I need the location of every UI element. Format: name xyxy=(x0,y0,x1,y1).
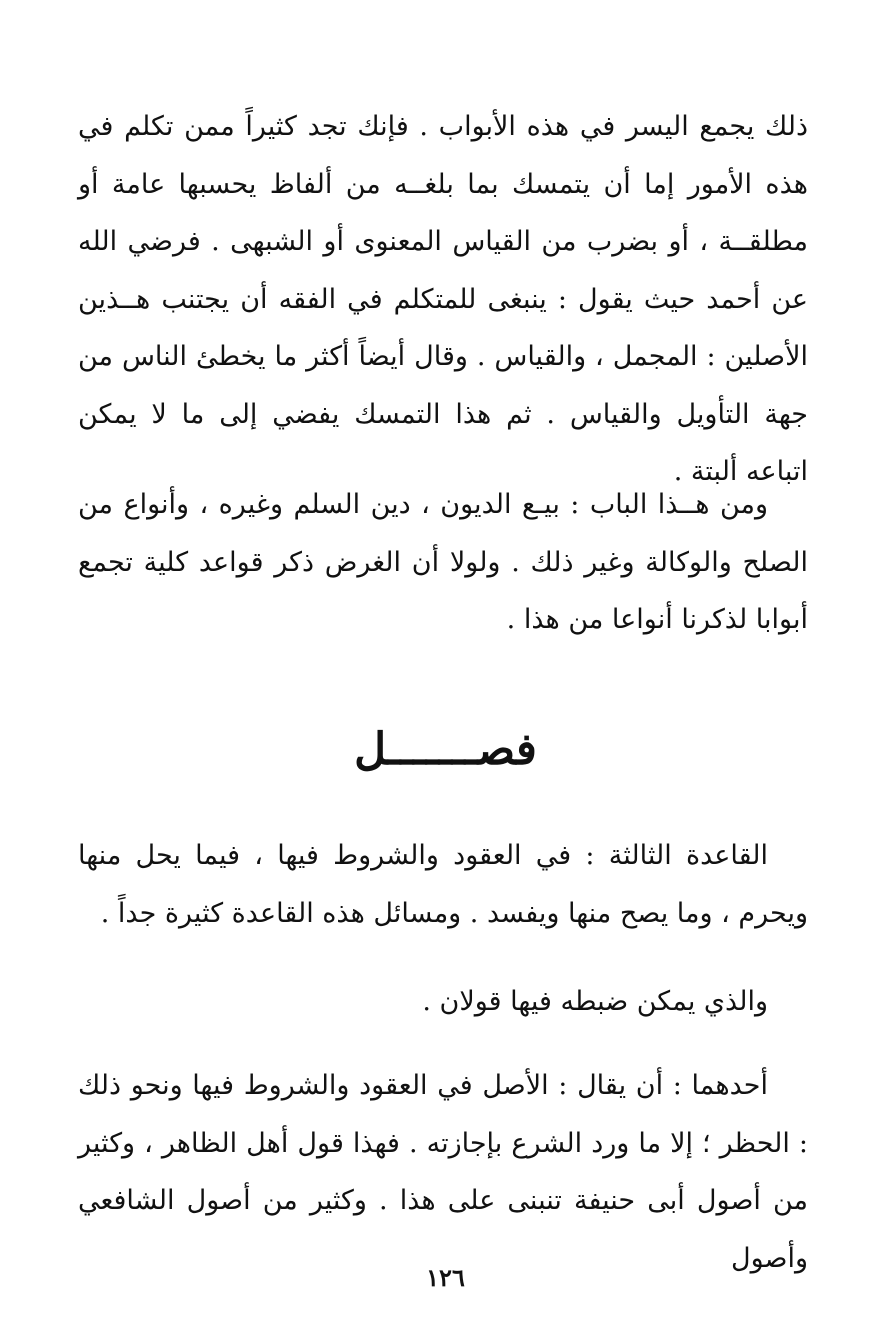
paragraph-two-opinions: والذي يمكن ضبطه فيها قولان . xyxy=(422,986,768,1017)
paragraph-third-rule: القاعدة الثالثة : في العقود والشروط فيها ، فيما يحل منها ويحرم ، وما يصح منها ويفسد . ومسائل هذه القاعدة كثيرة جداً . xyxy=(78,840,808,929)
page-number: ١٢٦ xyxy=(426,1263,465,1292)
section-heading: فصـــــــل xyxy=(354,724,537,775)
paragraph-intro: ذلك يجمع اليسر في هذه الأبواب . فإنك تجد كثيراً ممن تكلم في هذه الأمور إما أن يتمسك بما بلغــه من ألفاظ يحسبها عامة أو مطلقــة ، أو بضرب من القياس المعنوى أو الشبهى . فرضي الله عن أحمد حيث يقول : ينبغى للمتكلم في الفقه أن يجتنب هــذين الأصلين : المجمل ، والقياس . وقال أيضاً أكثر ما يخطئ الناس من جهة التأويل والقياس . ثم هذا التمسك يفضي إلى ما لا يمكن اتباعه ألبتة . xyxy=(78,111,808,487)
paragraph-first-opinion: أحدهما : أن يقال : الأصل في العقود والشروط فيها ونحو ذلك : الحظر ؛ إلا ما ورد الشرع بإجازته . فهذا قول أهل الظاهر ، وكثير من أصول أبى حنيفة تنبنى على هذا . وكثير من أصول الشافعي وأصول xyxy=(78,1070,808,1274)
paragraph-debt-sales: ومن هــذا الباب : بيـع الديون ، دين السلم وغيره ، وأنواع من الصلح والوكالة وغير ذلك . ولولا أن الغرض ذكر قواعد كلية تجمع أبوابا لذكرنا أنواعا من هذا . xyxy=(78,489,808,635)
